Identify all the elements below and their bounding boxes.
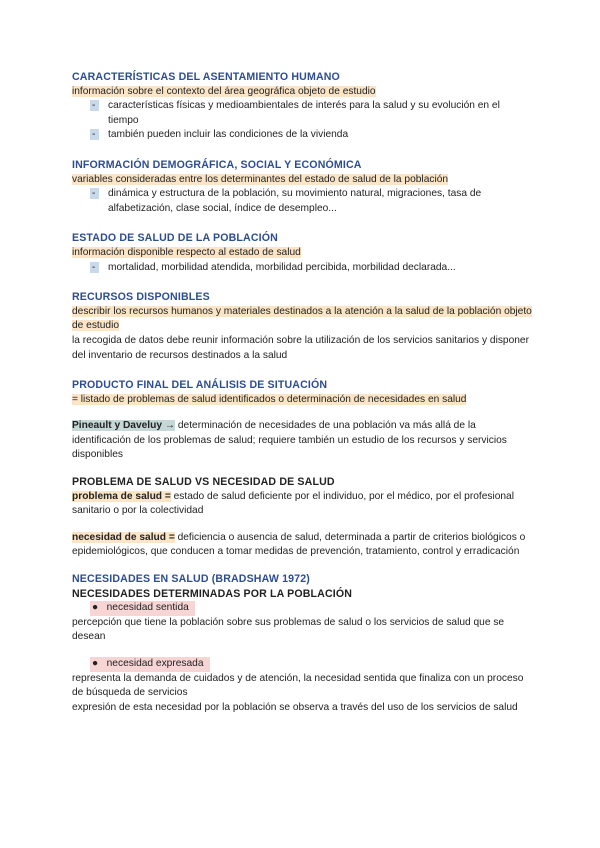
paragraph: representa la demanda de cuidados y de atención, la necesidad sentida que finaliza con un proceso de búsqueda de servicios bbox=[72, 672, 524, 699]
list-item: - dinámica y estructura de la población, su movimiento natural, migraciones, tasa de alfabetización, clase social, índice de desempleo... bbox=[92, 188, 482, 214]
bullet-label: ● necesidad sentida bbox=[90, 601, 195, 616]
term-highlight: Pineault y Daveluy → bbox=[72, 420, 176, 432]
document-page bbox=[72, 70, 532, 715]
section-title: RECURSOS DISPONIBLES bbox=[72, 291, 210, 304]
paragraph: expresión de esta necesidad por la población se observa a través del uso de los servicios de salud bbox=[72, 701, 518, 713]
list-item: - mortalidad, morbilidad atendida, morbilidad percibida, morbilidad declarada... bbox=[92, 261, 456, 273]
list-item bbox=[72, 601, 532, 616]
list-item: - características físicas y medioambientales de interés para la salud y su evolución en el tiempo bbox=[92, 100, 500, 126]
section-title: INFORMACIÓN DEMOGRÁFICA, SOCIAL Y ECONÓMICA bbox=[72, 158, 362, 171]
section-title: NECESIDADES EN SALUD (BRADSHAW 1972) bbox=[72, 573, 310, 586]
list-item bbox=[72, 657, 532, 672]
section-title: PRODUCTO FINAL DEL ANÁLISIS DE SITUACIÓN bbox=[72, 379, 328, 392]
bullet-label: ● necesidad expresada bbox=[90, 657, 210, 672]
term-highlight: necesidad de salud = bbox=[72, 531, 175, 543]
paragraph: la recogida de datos debe reunir información sobre la utilización de los servicios sanitarios y disponer del inventario de recursos destinados a la salud bbox=[72, 334, 529, 361]
section-summary: información sobre el contexto del área geográfica objeto de estudio bbox=[72, 85, 376, 97]
paragraph: percepción que tiene la población sobre sus problemas de salud o los servicios de salud que se desean bbox=[72, 616, 505, 643]
paragraph: problema de salud = estado de salud deficiente por el individuo, por el médico, por el profesional sanitario o por la colectividad bbox=[72, 490, 514, 517]
list-item: - también pueden incluir las condiciones de la vivienda bbox=[92, 129, 349, 141]
section-summary: información disponible respecto al estado de salud bbox=[72, 246, 301, 258]
paragraph: Pineault y Daveluy → determinación de necesidades de una población va más allá de la identificación de los problemas de salud; requiere también un estudio de los recursos y servicios disponibles bbox=[72, 420, 507, 461]
section-summary: describir los recursos humanos y materiales destinados a la atención a la salud de la población objeto de estudio bbox=[72, 305, 532, 332]
section-summary: variables consideradas entre los determinantes del estado de salud de la población bbox=[72, 173, 449, 185]
term-highlight: problema de salud = bbox=[72, 490, 171, 502]
section-title: ESTADO DE SALUD DE LA POBLACIÓN bbox=[72, 232, 278, 245]
section-title: CARACTERÍSTICAS DEL ASENTAMIENTO HUMANO bbox=[72, 71, 340, 83]
section-summary: = listado de problemas de salud identificados o determinación de necesidades en salud bbox=[72, 393, 467, 405]
section-subtitle: NECESIDADES DETERMINADAS POR LA POBLACIÓN bbox=[72, 587, 353, 600]
paragraph: necesidad de salud = deficiencia o ausencia de salud, determinada a partir de criterios biológicos o epidemiológicos, que conducen a tomar medidas de prevención, tratamiento, control y erradicación bbox=[72, 531, 526, 558]
section-title: PROBLEMA DE SALUD VS NECESIDAD DE SALUD bbox=[72, 476, 335, 489]
